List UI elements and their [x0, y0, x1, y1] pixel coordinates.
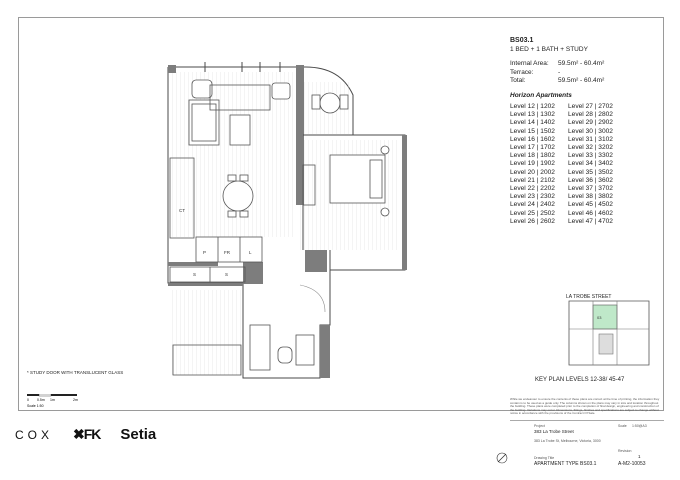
setia-logo: Setia: [120, 426, 157, 443]
apartment-code: BS03.1: [510, 37, 534, 44]
level-entry: Level 45 | 4502: [568, 201, 613, 209]
scale-info-label: Scale: [618, 424, 627, 428]
level-entry: Level 32 | 3202: [568, 144, 613, 152]
area-row-internal: [510, 60, 604, 69]
level-entry: Level 12 | 1202: [510, 103, 555, 110]
scale-bar: [27, 394, 107, 410]
north-arrow-icon: [496, 452, 508, 464]
level-entry: Level 34 | 3402: [568, 160, 613, 168]
drawing-title: APARTMENT TYPE BS03.1: [534, 461, 597, 467]
scale-tick: 2m: [73, 398, 78, 402]
level-column-right: [568, 103, 626, 226]
level-entry: Level 36 | 3602: [568, 176, 613, 184]
area-row-terrace: [510, 69, 604, 78]
level-entry: Level 37 | 3702: [568, 185, 613, 193]
level-entry: Level 15 | 1502: [510, 127, 555, 135]
level-entry: Level 20 | 2002: [510, 168, 555, 176]
revision-label: Revision: [618, 449, 632, 453]
scale-label: Scale 1:50: [27, 404, 44, 408]
level-entry: Level 17 | 1702: [510, 144, 555, 152]
area-label: Total:: [510, 77, 526, 84]
area-label: Internal Area:: [510, 60, 549, 67]
project-label: Project: [534, 424, 545, 428]
area-row-total: [510, 77, 604, 86]
key-plan: [563, 289, 655, 371]
area-table: [510, 60, 604, 86]
project-name: 383 La Trobe Street: [534, 429, 574, 434]
ct-label: CT: [179, 208, 185, 213]
scale-tick: 0: [27, 398, 29, 402]
level-entry: Level 18 | 1802: [510, 152, 555, 160]
project-title: Horizon Apartments: [510, 92, 572, 99]
s2-label: S: [225, 272, 229, 277]
level-column-left: [510, 103, 568, 226]
apartment-type: 1 BED + 1 BATH + STUDY: [510, 46, 588, 53]
info-grid: [510, 420, 664, 473]
logo-row: [15, 426, 156, 443]
level-entry: Level 33 | 3302: [568, 152, 613, 160]
level-entry: Level 16 | 1602: [510, 135, 555, 143]
area-value: 59.5m² - 60.4m²: [558, 77, 605, 84]
sofa: [189, 100, 219, 145]
level-entry: Level 31 | 3102: [568, 135, 613, 143]
l-label: L: [249, 250, 252, 255]
fr-label: FR: [224, 250, 230, 255]
drawing-number: A-M2-10053: [618, 461, 646, 467]
study-floor: [170, 290, 242, 375]
level-list: [510, 103, 626, 226]
bath-door-arc: [300, 285, 325, 312]
level-entry: Level 25 | 2502: [510, 209, 555, 217]
level-entry: Level 38 | 3802: [568, 193, 613, 201]
area-value: -: [558, 68, 561, 76]
s1-label: S: [193, 272, 197, 277]
level-entry: Level 35 | 3502: [568, 168, 613, 176]
bathroom-fixtures: [250, 325, 314, 370]
level-entry: Level 46 | 4602: [568, 209, 613, 217]
level-entry: Level 23 | 2302: [510, 193, 555, 201]
scale-tick: 1m: [50, 398, 55, 402]
storage: [170, 267, 245, 282]
study-note: * STUDY DOOR WITH TRANSLUCENT GLASS: [27, 370, 124, 375]
key-plan-unit: 03: [597, 315, 602, 320]
disclaimer: While we endeavour to ensure the contents of these plans are correct at the time of printing, the information they contain is to be used as a guide only. The columns shown on the plans may vary in size and location throughout the building. These plans were completed prior to the completion of final design, engineering and construction of the building. Variations may occur. Dimensions, fittings, finishes and specifications are subject to change without notice in accordance with the provisions of the Contract Of Sale.: [510, 397, 660, 416]
level-entry: Level 30 | 3002: [568, 127, 613, 135]
level-entry: Level 22 | 2202: [510, 185, 555, 193]
key-plan-street: LA TROBE STREET: [566, 294, 612, 300]
project-address: 383 La Trobe St, Melbourne, Victoria, 3000: [534, 439, 601, 443]
scale-info-value: 1:50@A3: [632, 424, 647, 428]
level-entry: Level 27 | 2702: [568, 103, 613, 110]
title-block: [510, 37, 660, 53]
coffee-table: [230, 115, 250, 145]
level-entry: Level 29 | 2902: [568, 119, 613, 127]
level-entry: Level 14 | 1402: [510, 119, 555, 127]
key-plan-caption: KEY PLAN LEVELS 12-38/ 45-47: [535, 377, 625, 383]
level-entry: Level 26 | 2602: [510, 217, 555, 225]
fk-logo: ✖FK: [73, 426, 101, 442]
drawing-label: Drawing Title: [534, 456, 555, 460]
area-label: Terrace:: [510, 68, 534, 76]
revision-value: 1: [638, 454, 641, 459]
level-entry: Level 13 | 1302: [510, 111, 555, 119]
level-entry: Level 21 | 2102: [510, 176, 555, 184]
level-entry: Level 19 | 1902: [510, 160, 555, 168]
scale-tick: 0.5m: [37, 398, 45, 402]
level-entry: Level 28 | 2802: [568, 111, 613, 119]
level-entry: Level 47 | 4702: [568, 217, 613, 225]
cox-logo: COX: [15, 427, 54, 442]
p-label: P: [203, 250, 207, 255]
area-value: 59.5m² - 60.4m²: [558, 60, 605, 67]
level-entry: Level 24 | 2402: [510, 201, 555, 209]
